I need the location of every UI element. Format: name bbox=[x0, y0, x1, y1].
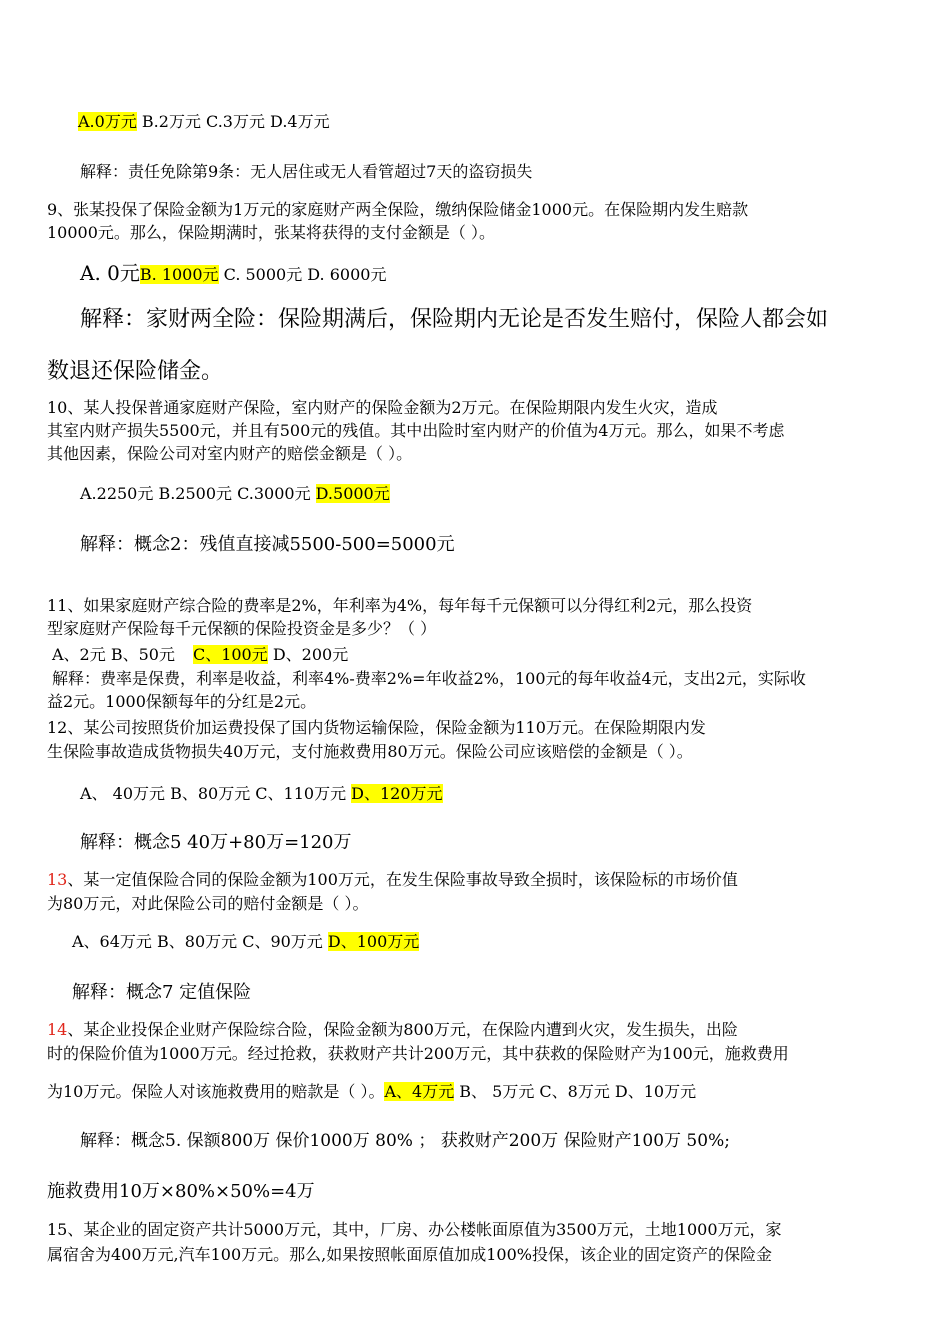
q9-other-options: C. 5000元 D. 6000元 bbox=[223, 265, 387, 284]
q13-explanation: 解释：概念7 定值保险 bbox=[72, 982, 252, 1003]
q10-options bbox=[80, 484, 390, 504]
q9-text-line2: 10000元。那么，保险期满时，张某将获得的支付金额是（ ）。 bbox=[47, 223, 495, 242]
q14-explanation-line2: 施救费用10万×80%×50%=4万 bbox=[47, 1181, 315, 1202]
q12-text-line2: 生保险事故造成货物损失40万元，支付施救费用80万元。保险公司应该赔偿的金额是（ ）。 bbox=[47, 742, 693, 761]
q12-answer-highlight: D、120万元 bbox=[351, 784, 443, 803]
q11-option-d: D、200元 bbox=[272, 645, 349, 664]
q13-text: 、某一定值保险合同的保险金额为100万元，在发生保险事故导致全损时，该保险标的市场价值 bbox=[67, 870, 738, 889]
q14-text-line2: 时的保险价值为1000万元。经过抢救，获救财产共计200万元，其中获救的保险财产为100元，施救费用 bbox=[47, 1044, 789, 1063]
q8-other-options: B.2万元 C.3万元 D.4万元 bbox=[141, 112, 330, 131]
q13-answer-highlight: D、100万元 bbox=[327, 932, 420, 951]
q13-other-options: A、64万元 B、80万元 C、90万元 bbox=[72, 932, 323, 951]
q8-options bbox=[78, 112, 330, 132]
q13-text-line1 bbox=[47, 870, 738, 890]
q11-options bbox=[52, 645, 348, 665]
q12-text-line1: 12、某公司按照货价加运费投保了国内货物运输保险，保险金额为110万元。在保险期限内发 bbox=[47, 718, 706, 737]
q12-other-options: A、 40万元 B、80万元 C、110万元 bbox=[80, 784, 347, 803]
q11-explanation-line2: 益2元。1000保额每年的分红是2元。 bbox=[47, 692, 317, 711]
q14-text-line1 bbox=[47, 1020, 738, 1040]
q12-options bbox=[80, 784, 443, 804]
q9-option-a: A. 0元 bbox=[80, 261, 140, 285]
q10-text-line2: 其室内财产损失5500元，并且有500元的残值。其中出险时室内财产的价值为4万元。那么，如果不考虑 bbox=[47, 421, 785, 440]
q14-explanation-line1: 解释：概念5. 保额800万 保价1000万 80% ； 获救财产200万 保险财产100万 50%; bbox=[80, 1131, 730, 1151]
q11-text-line2: 型家庭财产保险每千元保额的保险投资金是多少？（ ） bbox=[47, 619, 437, 638]
q15-text-line2: 属宿舍为400万元,汽车100万元。那么,如果按照帐面原值加成100%投保，该企业的固定资产的保险金 bbox=[47, 1245, 772, 1264]
q14-text-line3 bbox=[47, 1082, 696, 1102]
q8-explanation: 解释：责任免除第9条：无人居住或无人看管超过7天的盗窃损失 bbox=[80, 162, 533, 181]
q8-answer-highlight: A.0万元 bbox=[78, 112, 137, 131]
q13-options bbox=[72, 932, 419, 952]
q14-question: 为10万元。保险人对该施救费用的赔款是（ ）。 bbox=[47, 1082, 385, 1101]
q12-explanation: 解释：概念5 40万+80万=120万 bbox=[80, 832, 352, 853]
q11-options-ab: A、2元 B、50元 bbox=[52, 645, 175, 664]
q14-answer-highlight: A、4万元 bbox=[384, 1082, 455, 1101]
q11-text-line1: 11、如果家庭财产综合险的费率是2%，年利率为4%，每年每千元保额可以分得红利2元，那么投资 bbox=[47, 596, 753, 615]
q9-options bbox=[80, 260, 386, 286]
q10-explanation: 解释：概念2：残值直接减5500-500=5000元 bbox=[80, 534, 455, 555]
q13-text-line2: 为80万元，对此保险公司的赔付金额是（ ）。 bbox=[47, 894, 369, 913]
q9-answer-highlight: B. 1000元 bbox=[139, 265, 219, 284]
q9-explanation-line2: 数退还保险储金。 bbox=[47, 359, 224, 384]
q11-explanation-line1: 解释：费率是保费，利率是收益，利率4%-费率2%=年收益2%，100元的每年收益4元，支出2元，实际收 bbox=[52, 669, 806, 688]
q9-explanation-line1: 解释：家财两全险：保险期满后，保险期内无论是否发生赔付，保险人都会如 bbox=[80, 307, 829, 332]
q15-text-line1: 15、某企业的固定资产共计5000万元，其中，厂房、办公楼帐面原值为3500万元，土地1000万元，家 bbox=[47, 1220, 782, 1239]
q10-other-options: A.2250元 B.2500元 C.3000元 bbox=[80, 484, 311, 503]
q10-answer-highlight: D.5000元 bbox=[315, 484, 390, 503]
q11-answer-highlight: C、100元 bbox=[192, 645, 268, 664]
q9-text-line1: 9、张某投保了保险金额为1万元的家庭财产两全保险，缴纳保险储金1000元。在保险期内发生赔款 bbox=[47, 200, 749, 219]
q14-number: 14 bbox=[47, 1020, 68, 1039]
q10-text-line3: 其他因素，保险公司对室内财产的赔偿金额是（ ）。 bbox=[47, 444, 413, 463]
q14-text: 、某企业投保企业财产保险综合险，保险金额为800万元，在保险内遭到火灾，发生损失，出险 bbox=[67, 1020, 738, 1039]
q13-number: 13 bbox=[47, 870, 68, 889]
q14-other-options: B、 5万元 C、8万元 D、10万元 bbox=[459, 1082, 697, 1101]
q10-text-line1: 10、某人投保普通家庭财产保险，室内财产的保险金额为2万元。在保险期限内发生火灾，造成 bbox=[47, 398, 718, 417]
